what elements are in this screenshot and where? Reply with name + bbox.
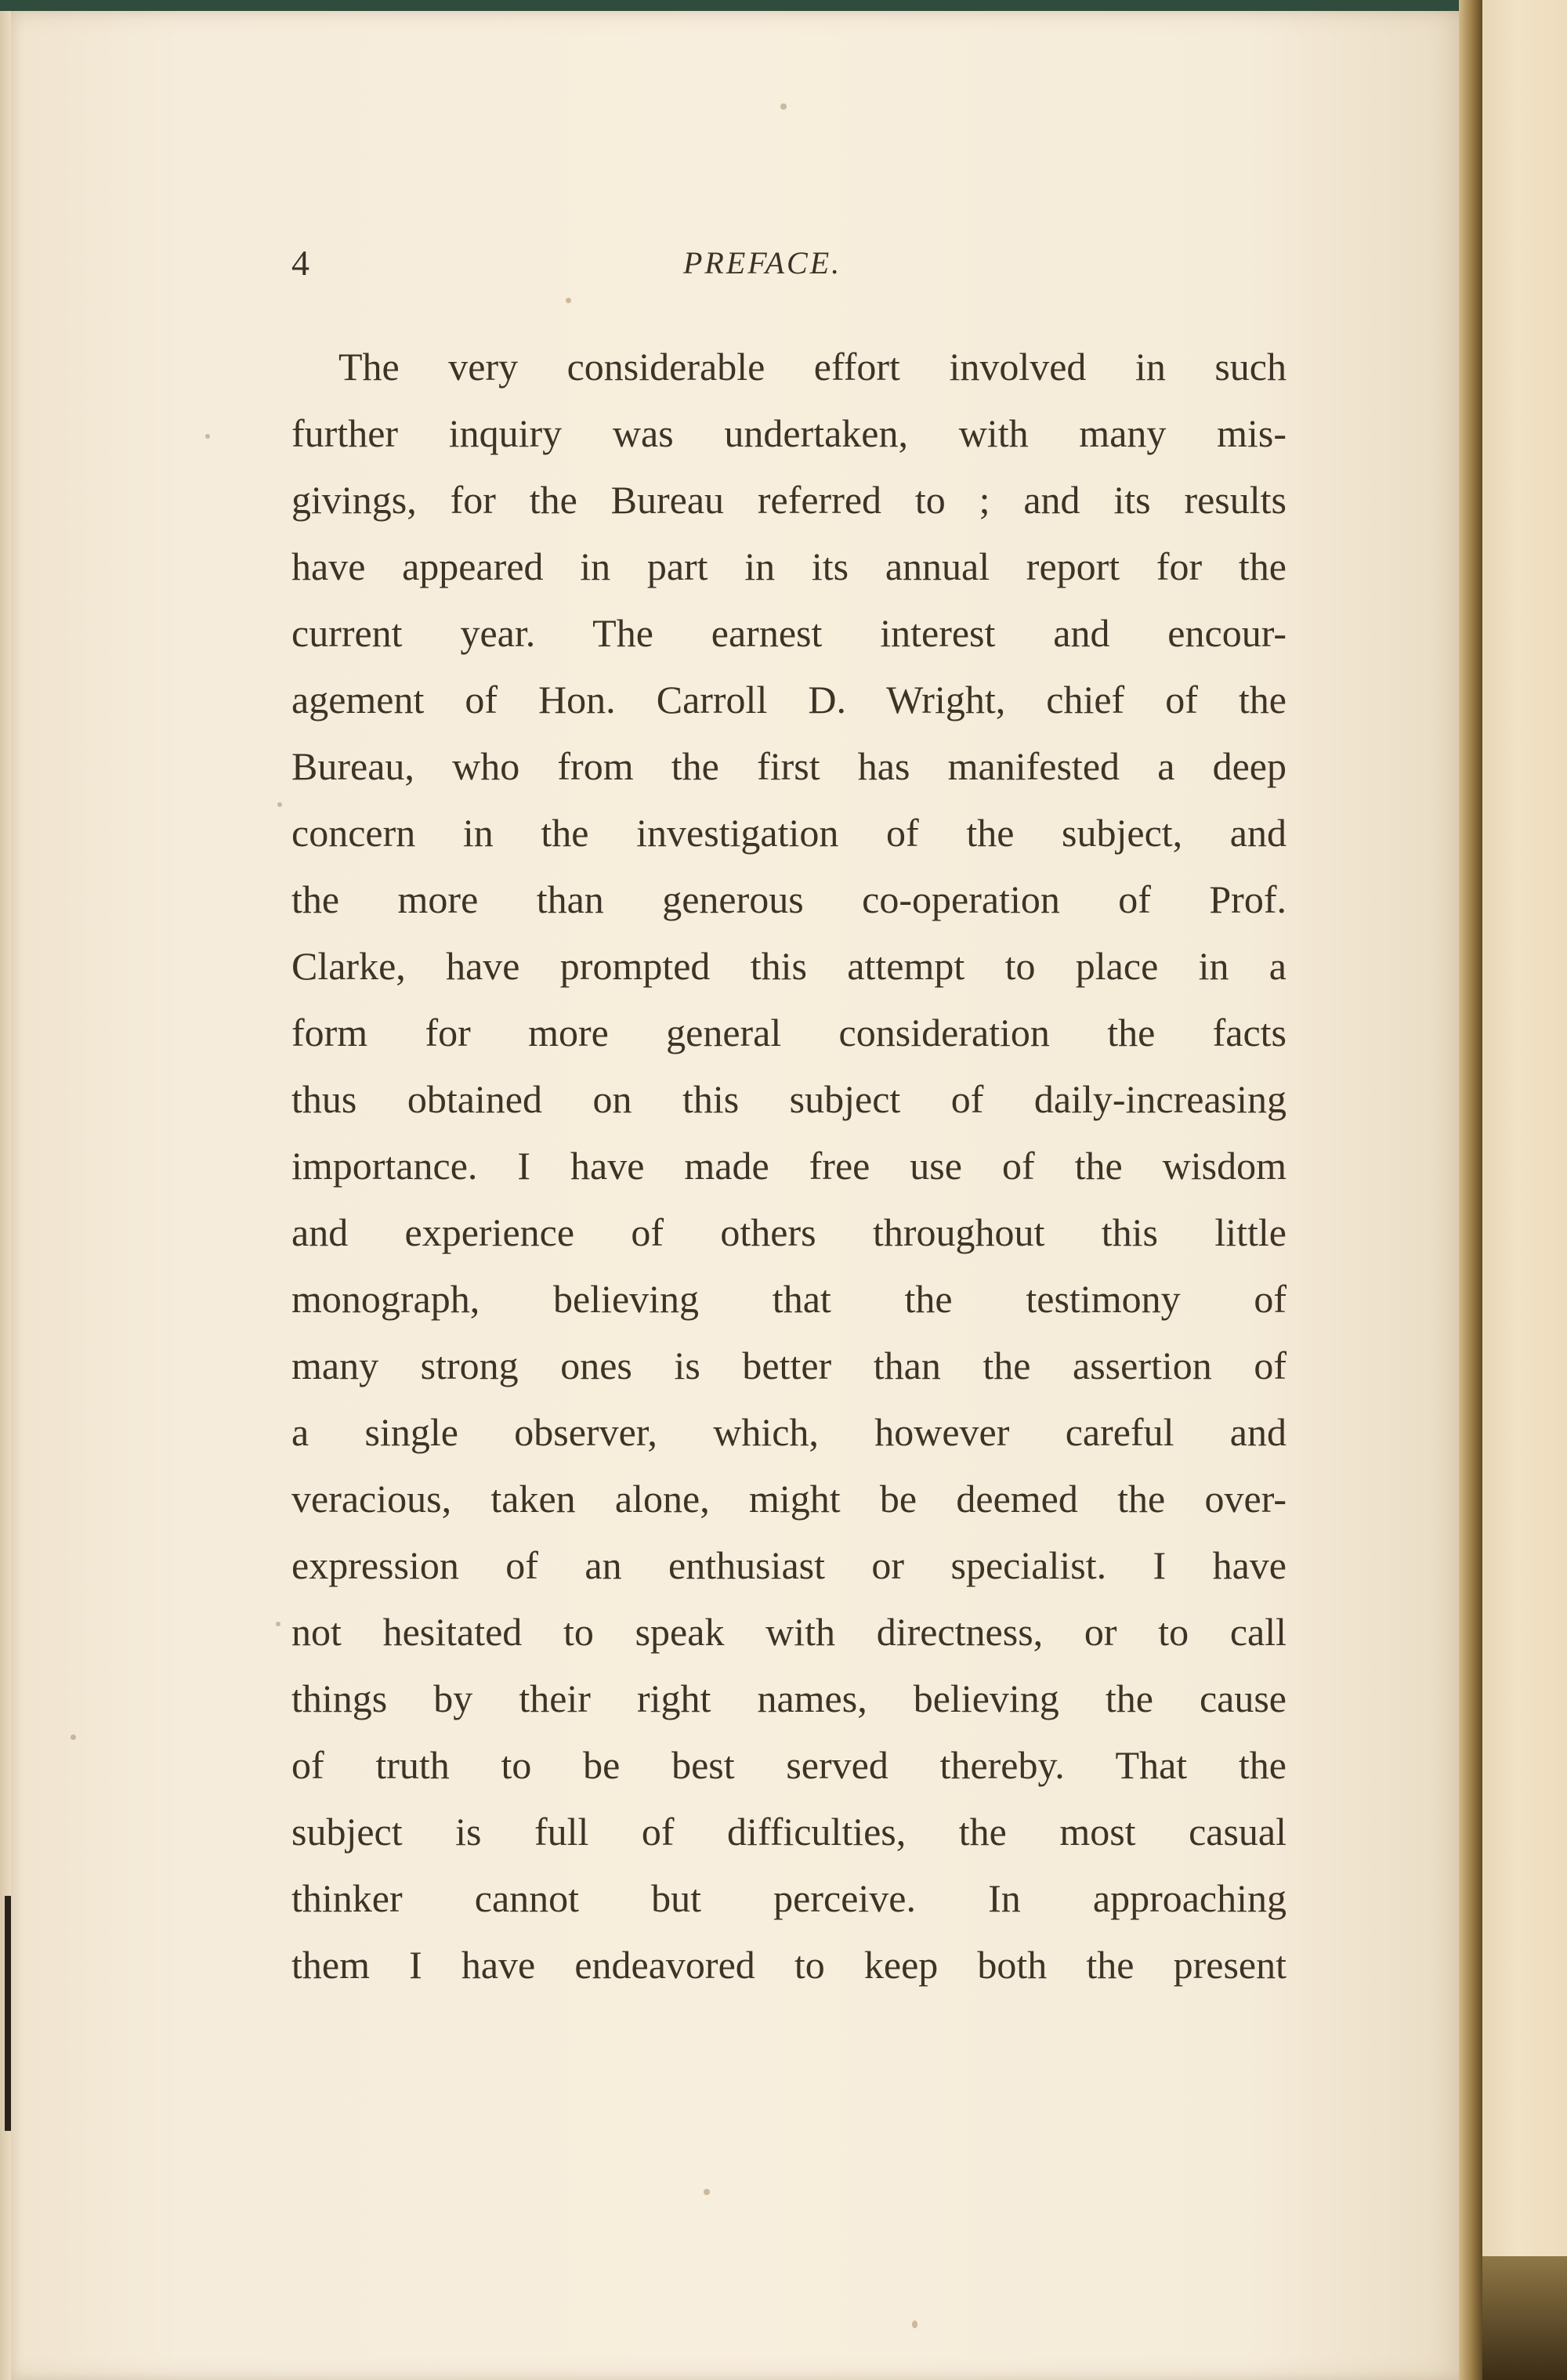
text-line: form for more general consideration the facts bbox=[291, 1011, 1287, 1054]
text-line: of truth to be best served thereby. That the bbox=[291, 1743, 1287, 1787]
text-line: many strong ones is better than the assertion of bbox=[291, 1344, 1287, 1387]
text-line: thus obtained on this subject of daily-increasing bbox=[291, 1077, 1287, 1121]
text-line: concern in the investigation of the subject, and bbox=[291, 811, 1287, 855]
text-line: veracious, taken alone, might be deemed the over- bbox=[291, 1477, 1287, 1521]
text-line: monograph, believing that the testimony of bbox=[291, 1277, 1287, 1321]
paper-speck bbox=[277, 802, 282, 807]
text-line: importance. I have made free use of the wisdom bbox=[291, 1144, 1287, 1188]
running-title: PREFACE. bbox=[683, 245, 842, 280]
text-line: not hesitated to speak with directness, or to call bbox=[291, 1610, 1287, 1654]
edge-mark bbox=[5, 1896, 11, 2131]
paper-speck bbox=[205, 434, 210, 439]
text-line: expression of an enthusiast or specialist. I have bbox=[291, 1543, 1287, 1587]
page-number: 4 bbox=[291, 243, 309, 283]
running-head bbox=[291, 240, 1279, 287]
paper-speck bbox=[71, 1734, 76, 1740]
text-line: things by their right names, believing the cause bbox=[291, 1676, 1287, 1720]
paper-speck bbox=[704, 2189, 710, 2195]
facing-page-edge bbox=[1482, 0, 1567, 2380]
text-line: current year. The earnest interest and encour- bbox=[291, 611, 1287, 655]
binding-corner bbox=[1482, 2256, 1567, 2380]
text-line: a single observer, which, however careful and bbox=[291, 1410, 1287, 1454]
paper-speck bbox=[566, 298, 571, 303]
body-paragraph bbox=[291, 334, 1287, 1998]
text-line: thinker cannot but perceive. In approaching bbox=[291, 1876, 1287, 1920]
text-line: subject is full of difficulties, the most casual bbox=[291, 1810, 1287, 1854]
spine-gutter bbox=[1459, 0, 1482, 2380]
text-line: Bureau, who from the first has manifested a deep bbox=[291, 744, 1287, 788]
paper-speck bbox=[912, 2320, 917, 2328]
text-line: agement of Hon. Carroll D. Wright, chief of the bbox=[291, 678, 1287, 722]
text-line: givings, for the Bureau referred to ; and its results bbox=[291, 478, 1287, 522]
paper-speck bbox=[780, 103, 787, 110]
paper-speck bbox=[276, 1622, 280, 1626]
text-line: them I have endeavored to keep both the present bbox=[291, 1943, 1287, 1987]
text-line: the more than generous co-operation of Prof. bbox=[291, 877, 1287, 921]
text-line: and experience of others throughout this little bbox=[291, 1210, 1287, 1254]
cover-edge-top bbox=[0, 0, 1473, 11]
text-line: have appeared in part in its annual report for the bbox=[291, 544, 1287, 588]
text-line: further inquiry was undertaken, with many mis- bbox=[291, 411, 1287, 455]
text-line: Clarke, have prompted this attempt to place in a bbox=[291, 944, 1287, 988]
text-line: The very considerable effort involved in such bbox=[338, 345, 1287, 389]
